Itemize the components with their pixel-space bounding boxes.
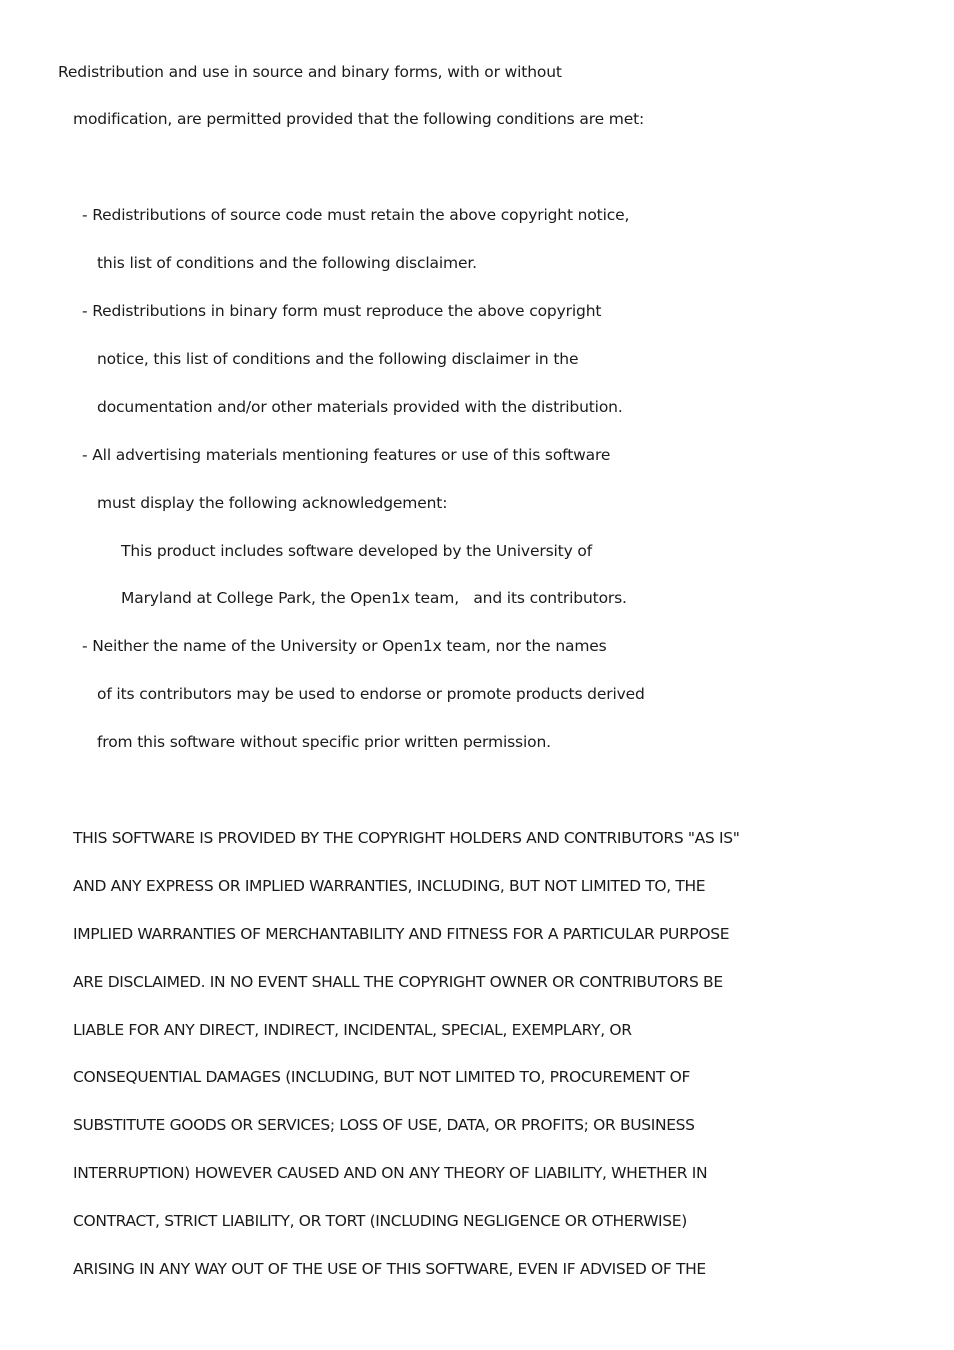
disclaimer-line: CONTRACT, STRICT LIABILITY, OR TORT (INCLUDING NEGLIGENCE OR OTHERWISE) — [73, 1212, 687, 1230]
disclaimer-line: INTERRUPTION) HOWEVER CAUSED AND ON ANY THEORY OF LIABILITY, WHETHER IN — [73, 1164, 708, 1182]
disclaimer-line: ARISING IN ANY WAY OUT OF THE USE OF THIS SOFTWARE, EVEN IF ADVISED OF THE — [73, 1260, 706, 1278]
acknowledgement-line: Maryland at College Park, the Open1x team, and its contributors. — [121, 589, 627, 607]
disclaimer-line: CONSEQUENTIAL DAMAGES (INCLUDING, BUT NOT LIMITED TO, PROCUREMENT OF — [73, 1068, 691, 1086]
condition-line: - Redistributions in binary form must reproduce the above copyright — [82, 302, 602, 320]
condition-line: notice, this list of conditions and the following disclaimer in the — [97, 350, 579, 368]
condition-line: - Neither the name of the University or Open1x team, nor the names — [82, 637, 607, 655]
disclaimer-line: SUBSTITUTE GOODS OR SERVICES; LOSS OF USE, DATA, OR PROFITS; OR BUSINESS — [73, 1116, 695, 1134]
condition-line: - All advertising materials mentioning features or use of this software — [82, 446, 611, 464]
disclaimer-line: THIS SOFTWARE IS PROVIDED BY THE COPYRIGHT HOLDERS AND CONTRIBUTORS "AS IS" — [73, 829, 740, 847]
disclaimer-line: AND ANY EXPRESS OR IMPLIED WARRANTIES, INCLUDING, BUT NOT LIMITED TO, THE — [73, 877, 706, 895]
condition-line: documentation and/or other materials provided with the distribution. — [97, 398, 623, 416]
disclaimer-line: IMPLIED WARRANTIES OF MERCHANTABILITY AND FITNESS FOR A PARTICULAR PURPOSE — [73, 925, 730, 943]
condition-line: of its contributors may be used to endorse or promote products derived — [97, 685, 645, 703]
intro-line: Redistribution and use in source and binary forms, with or without — [58, 63, 562, 81]
acknowledgement-line: This product includes software developed by the University of — [121, 542, 593, 560]
condition-line: this list of conditions and the following disclaimer. — [97, 254, 477, 272]
intro-line: modification, are permitted provided that the following conditions are met: — [73, 110, 645, 128]
disclaimer-line: ARE DISCLAIMED. IN NO EVENT SHALL THE COPYRIGHT OWNER OR CONTRIBUTORS BE — [73, 973, 723, 991]
disclaimer-line: LIABLE FOR ANY DIRECT, INDIRECT, INCIDENTAL, SPECIAL, EXEMPLARY, OR — [73, 1021, 632, 1039]
condition-line: from this software without specific prior written permission. — [97, 733, 551, 751]
condition-line: - Redistributions of source code must retain the above copyright notice, — [82, 206, 630, 224]
condition-line: must display the following acknowledgement: — [97, 494, 448, 512]
